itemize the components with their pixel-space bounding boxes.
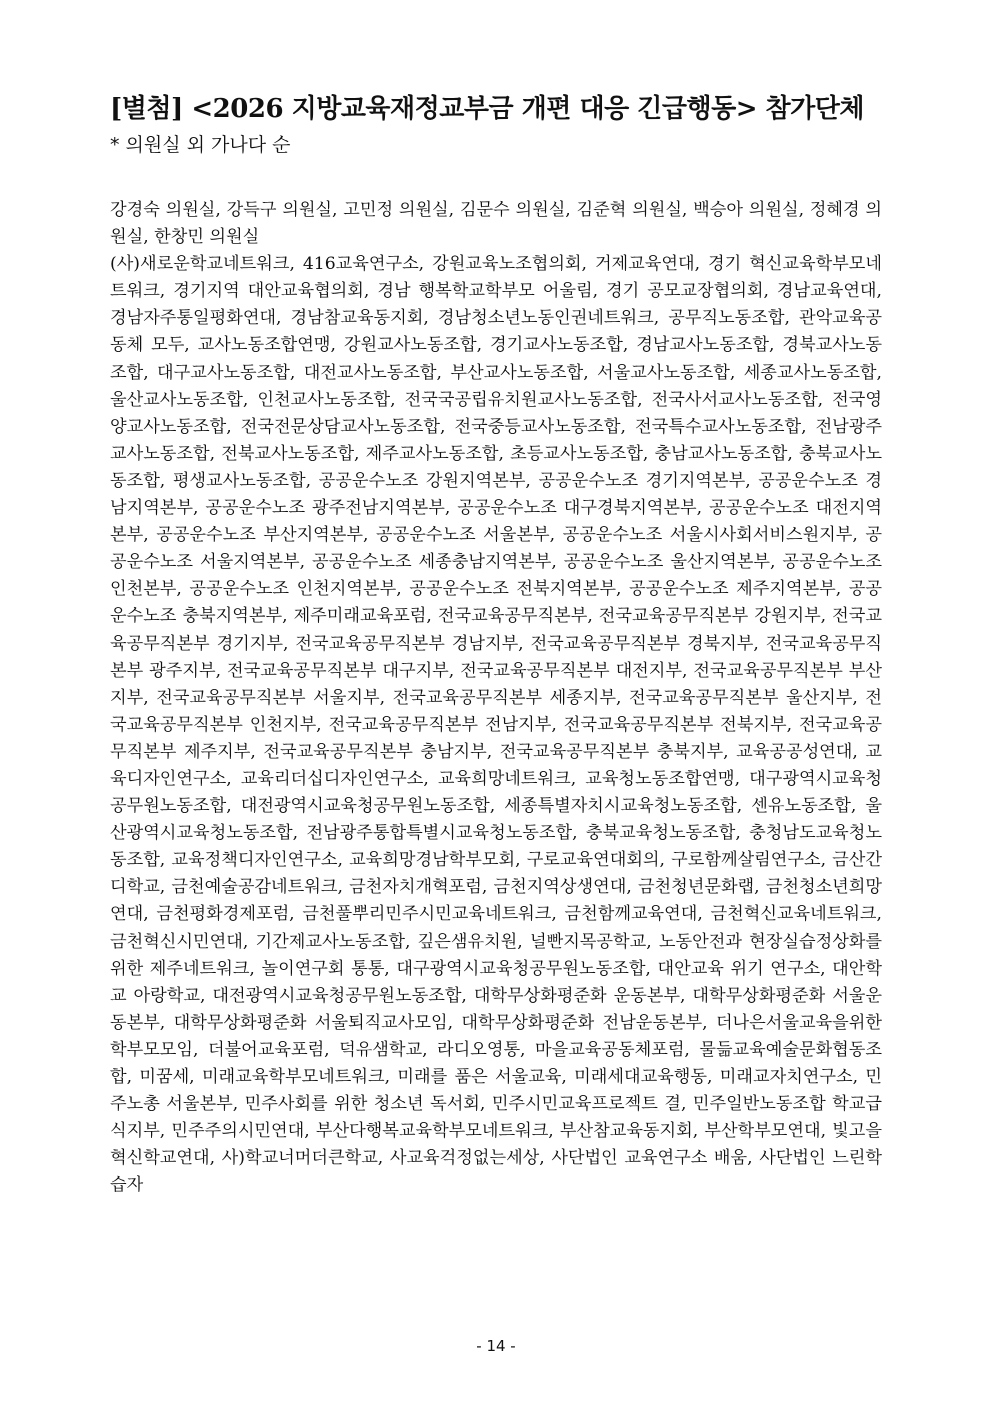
organizations-paragraph: (사)새로운학교네트워크, 416교육연구소, 강원교육노조협의회, 거제교육연대, 경기 혁신교육학부모네트워크, 경기지역 대안교육협의회, 경남 행복학교학부모 어울림, 경기 공모교장협의회, 경남교육연대, 경남자주통일평화연대, 경남참교육동지회, 경남청소년노동인권네트워크, 공무직노동조합, 관악교육공동체 모두, 교사노동조합연맹, 강원교사노동조합, 경기교사노동조합, 경남교사노동조합, 경북교사노동조합, 대구교사노동조합, 대전교사노동조합, 부산교사노동조합, 서울교사노동조합, 세종교사노동조합, 울산교사노동조합, 인천교사노동조합, 전국국공립유치원교사노동조합, 전국사서교사노동조합, 전국영양교사노동조합, 전국전문상담교사노동조합, 전국중등교사노동조합, 전국특수교사노동조합, 전남광주교사노동조합, 전북교사노동조합, 제주교사노동조합, 초등교사노동조합, 충남교사노동조합, 충북교사노동조합, 평생교사노동조합, 공공운수노조 강원지역본부, 공공운수노조 경기지역본부, 공공운수노조 경남지역본부, 공공운수노조 광주전남지역본부, 공공운수노조 대구경북지역본부, 공공운수노조 대전지역본부, 공공운수노조 부산지역본부, 공공운수노조 서울본부, 공공운수노조 서울시사회서비스원지부, 공공운수노조 서울지역본부, 공공운수노조 세종충남지역본부, 공공운수노조 울산지역본부, 공공운수노조 인천본부, 공공운수노조 인천지역본부, 공공운수노조 전북지역본부, 공공운수노조 제주지역본부, 공공운수노조 충북지역본부, 제주미래교육포럼, 전국교육공무직본부, 전국교육공무직본부 강원지부, 전국교육공무직본부 경기지부, 전국교육공무직본부 경남지부, 전국교육공무직본부 경북지부, 전국교육공무직본부 광주지부, 전국교육공무직본부 대구지부, 전국교육공무직본부 대전지부, 전국교육공무직본부 부산지부, 전국교육공무직본부 서울지부, 전국교육공무직본부 세종지부, 전국교육공무직본부 울산지부, 전국교육공무직본부 인천지부, 전국교육공무직본부 전남지부, 전국교육공무직본부 전북지부, 전국교육공무직본부 제주지부, 전국교육공무직본부 충남지부, 전국교육공무직본부 충북지부, 교육공공성연대, 교육디자인연구소, 교육리더십디자인연구소, 교육희망네트워크, 교육청노동조합연맹, 대구광역시교육청공무원노동조합, 대전광역시교육청공무원노동조합, 세종특별자치시교육청노동조합, 센유노동조합, 울산광역시교육청노동조합, 전남광주통합특별시교육청노동조합, 충북교육청노동조합, 충청남도교육청노동조합, 교육정책디자인연구소, 교육희망경남학부모회, 구로교육연대회의, 구로함께살림연구소, 금산간디학교, 금천예술공감네트워크, 금천자치개혁포럼, 금천지역상생연대, 금천청년문화랩, 금천청소년희망연대, 금천평화경제포럼, 금천풀뿌리민주시민교육네트워크, 금천함께교육연대, 금천혁신교육네트워크, 금천혁신시민연대, 기간제교사노동조합, 깊은샘유치원, 널빤지목공학교, 노동안전과 현장실습정상화를위한 제주네트워크, 놀이연구회 통통, 대구광역시교육청공무원노동조합, 대안교육 위기 연구소, 대안학교 아랑학교, 대전광역시교육청공무원노동조합, 대학무상화평준화 운동본부, 대학무상화평준화 서울운동본부, 대학무상화평준화 서울퇴직교사모임, 대학무상화평준화 전남운동본부, 더나은서울교육을위한학부모모임, 더불어교육포럼, 덕유샘학교, 라디오영통, 마을교육공동체포럼, 물듦교육예술문화협동조합, 미꿈세, 미래교육학부모네트워크, 미래를 품은 서울교육, 미래세대교육행동, 미래교자치연구소, 민주노총 서울본부, 민주사회를 위한 청소년 독서회, 민주시민교육프로젝트 결, 민주일반노동조합 학교급식지부, 민주주의시민연대, 부산다행복교육학부모네트워크, 부산참교육동지회, 부산학부모연대, 빛고을혁신학교연대, 사)학교너머더큰학교, 사교육걱정없는세상, 사단법인 교육연구소 배움, 사단법인 느린학습자 xyxy=(110,254,882,1196)
participant-list xyxy=(110,197,882,1199)
document-subtitle: * 의원실 외 가나다 순 xyxy=(110,134,291,156)
page-number: - 14 - xyxy=(476,1337,516,1355)
document-title: [별첨] <2026 지방교육재정교부금 개편 대응 긴급행동> 참가단체 xyxy=(110,94,865,124)
lawmaker-offices-paragraph: 강경숙 의원실, 강득구 의원실, 고민정 의원실, 김문수 의원실, 김준혁 의원실, 백승아 의원실, 정혜경 의원실, 한창민 의원실 xyxy=(110,200,882,248)
